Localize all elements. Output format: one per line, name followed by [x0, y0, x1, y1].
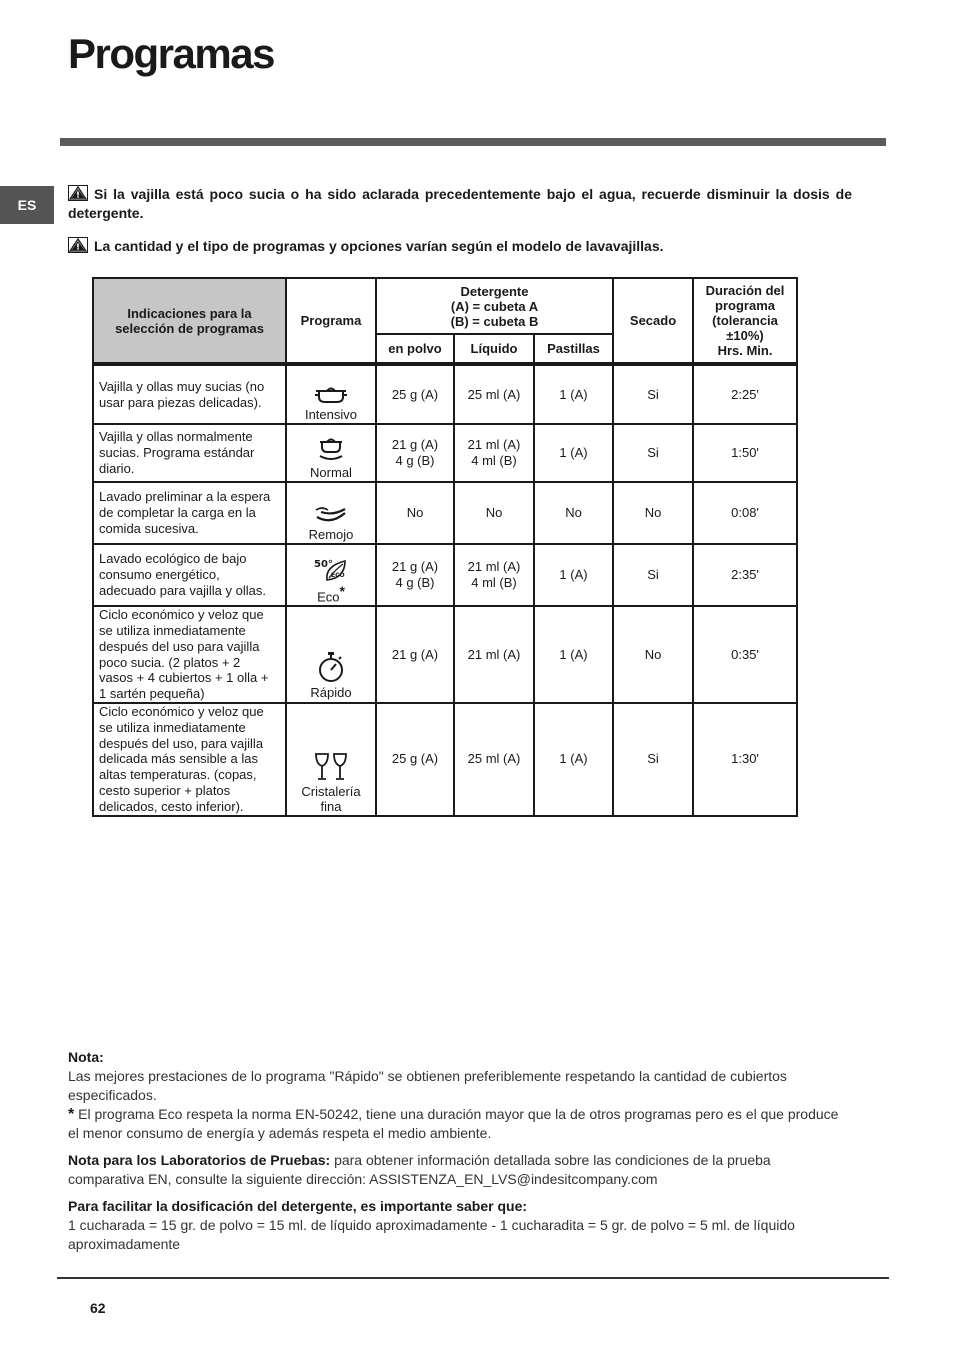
row-tablets: 1 (A): [534, 364, 613, 424]
svg-text:50°: 50°: [314, 558, 333, 570]
table-row: [93, 606, 797, 703]
row-program: Intensivo: [286, 364, 376, 424]
dose-note: Para facilitar la dosificación del detergente, es importante saber que: 1 cucharada = 15 gr. de polvo = 15 ml. de líquido aproximadamente - 1 cucharadita = 5 gr. de polvo = 5 ml. de líquido aproximadamente: [68, 1198, 795, 1252]
table-row: [93, 424, 797, 482]
row-duration: 2:35': [693, 544, 797, 606]
table-row: [93, 544, 797, 606]
row-description: Lavado ecológico de bajo consumo energético, adecuado para vajilla y ollas.: [93, 544, 286, 606]
row-liquid: 21 ml (A): [454, 606, 534, 703]
row-drying: Si: [613, 544, 693, 606]
row-duration: 1:50': [693, 424, 797, 482]
row-drying: Si: [613, 364, 693, 424]
row-liquid: No: [454, 482, 534, 544]
row-tablets: No: [534, 482, 613, 544]
row-drying: No: [613, 482, 693, 544]
warning-icon: [68, 185, 88, 201]
row-description: Vajilla y ollas muy sucias (no usar para piezas delicadas).: [93, 364, 286, 424]
note-text: Las mejores prestaciones de lo programa "Rápido" se obtienen preferiblemente respetando la cantidad de cubiertos especificados.: [68, 1068, 787, 1103]
row-drying: Si: [613, 703, 693, 816]
page-number: 62: [90, 1300, 106, 1316]
header-program: Programa: [286, 278, 376, 364]
header-powder: en polvo: [376, 334, 454, 364]
warning-text: Si la vajilla está poco sucia o ha sido aclarada precedentemente bajo el agua, recuerde disminuir la dosis de detergente.: [68, 186, 852, 221]
row-liquid: 25 ml (A): [454, 364, 534, 424]
row-program: Cristalería fina: [286, 703, 376, 816]
row-program: Remojo: [286, 482, 376, 544]
row-duration: 2:25': [693, 364, 797, 424]
row-tablets: 1 (A): [534, 424, 613, 482]
eco-leaf-icon: [313, 556, 349, 582]
lab-note: Nota para los Laboratorios de Pruebas: para obtener información detallada sobre las condiciones de la prueba comparativa EN, consulte la siguiente dirección: ASSISTENZA_EN_LVS@indesitcompany.com: [68, 1152, 771, 1187]
row-tablets: 1 (A): [534, 544, 613, 606]
soak-icon: [313, 503, 349, 525]
warning-2: [68, 237, 852, 256]
row-description: Ciclo económico y veloz que se utiliza inmediatamente después del uso para vajilla poco sucia. (2 platos + 2 vasos + 4 cubiertos + 1 olla + 1 sartén pequeña): [93, 606, 286, 703]
row-powder: 25 g (A): [376, 703, 454, 816]
header-duration: Duración del programa (tolerancia ±10%) Hrs. Min.: [693, 278, 797, 364]
row-description: Vajilla y ollas normalmente sucias. Programa estándar diario.: [93, 424, 286, 482]
wine-glasses-icon: [314, 752, 348, 782]
stopwatch-icon: [317, 651, 345, 683]
page-title: Programas: [68, 30, 274, 77]
table-row: [93, 703, 797, 816]
warning-1: [68, 185, 852, 223]
row-duration: 0:35': [693, 606, 797, 703]
row-program: Rápido: [286, 606, 376, 703]
row-liquid: 21 ml (A) 4 ml (B): [454, 424, 534, 482]
language-tab: ES: [0, 186, 54, 224]
row-powder: No: [376, 482, 454, 544]
notes-section: [68, 1048, 848, 1254]
row-drying: Si: [613, 424, 693, 482]
row-powder: 21 g (A) 4 g (B): [376, 544, 454, 606]
row-powder: 21 g (A): [376, 606, 454, 703]
eco-note: * El programa Eco respeta la norma EN-50242, tiene una duración mayor que la de otros programas pero es el que produce el menor consumo de energía y además respeta el medio ambiente.: [68, 1106, 839, 1141]
row-powder: 25 g (A): [376, 364, 454, 424]
warning-text: La cantidad y el tipo de programas y opciones varían según el modelo de lavavajillas.: [94, 238, 664, 254]
row-tablets: 1 (A): [534, 606, 613, 703]
header-selection: Indicaciones para la selección de programas: [93, 278, 286, 364]
header-detergent: Detergente (A) = cubeta A (B) = cubeta B: [376, 278, 613, 334]
row-powder: 21 g (A) 4 g (B): [376, 424, 454, 482]
footer-rule: [57, 1277, 889, 1279]
eco-asterisk: *: [339, 582, 345, 599]
header-liquid: Líquido: [454, 334, 534, 364]
header-rule: [60, 138, 886, 146]
table-row: [93, 364, 797, 424]
warning-icon: [68, 237, 88, 253]
row-description: Ciclo económico y veloz que se utiliza inmediatamente después del uso, para vajilla delicada más sensible a las altas temperaturas. (copas, cesto superior + platos delicados, cesto inferior).: [93, 703, 286, 816]
row-liquid: 21 ml (A) 4 ml (B): [454, 544, 534, 606]
row-duration: 0:08': [693, 482, 797, 544]
table-row: [93, 482, 797, 544]
row-description: Lavado preliminar a la espera de completar la carga en la comida sucesiva.: [93, 482, 286, 544]
row-duration: 1:30': [693, 703, 797, 816]
pot-intensive-icon: [313, 383, 349, 405]
row-tablets: 1 (A): [534, 703, 613, 816]
row-drying: No: [613, 606, 693, 703]
row-program: 50° ECO Eco*: [286, 544, 376, 606]
row-program: Normal: [286, 424, 376, 482]
pot-normal-icon: [316, 435, 346, 463]
row-liquid: 25 ml (A): [454, 703, 534, 816]
header-tablets: Pastillas: [534, 334, 613, 364]
header-drying: Secado: [613, 278, 693, 364]
note-label: Nota:: [68, 1049, 104, 1065]
programs-table: [92, 277, 798, 817]
svg-text:ECO: ECO: [331, 571, 345, 579]
